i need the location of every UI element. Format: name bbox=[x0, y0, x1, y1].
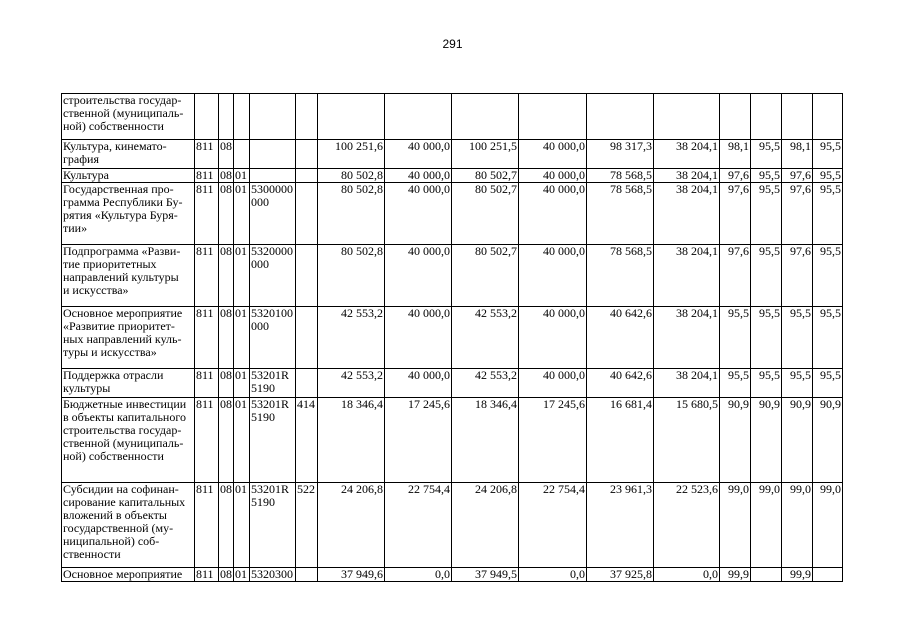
row-name-cell: Подпрограмма «Разви- тие приоритетных направлений культуры и искусства» bbox=[62, 245, 195, 307]
target-article-cell: 5320300 bbox=[250, 568, 296, 582]
value-cell bbox=[385, 94, 452, 140]
value-cell: 80 502,8 bbox=[318, 183, 385, 245]
value-cell: 100 251,5 bbox=[452, 140, 519, 169]
expense-type-cell bbox=[296, 369, 318, 398]
value-cell: 78 568,5 bbox=[587, 169, 654, 183]
value-cell: 37 949,6 bbox=[318, 568, 385, 582]
subsection-code-cell: 01 bbox=[234, 369, 250, 398]
percent-cell: 95,5 bbox=[751, 183, 782, 245]
percent-cell bbox=[751, 568, 782, 582]
subsection-code-cell: 01 bbox=[234, 568, 250, 582]
value-cell: 40 000,0 bbox=[385, 183, 452, 245]
value-cell bbox=[654, 94, 720, 140]
value-cell: 22 523,6 bbox=[654, 483, 720, 568]
value-cell bbox=[519, 94, 587, 140]
subsection-code-cell: 01 bbox=[234, 483, 250, 568]
value-cell: 38 204,1 bbox=[654, 140, 720, 169]
target-article-cell: 5320000 000 bbox=[250, 245, 296, 307]
value-cell: 40 000,0 bbox=[385, 245, 452, 307]
value-cell: 24 206,8 bbox=[452, 483, 519, 568]
value-cell: 15 680,5 bbox=[654, 398, 720, 483]
value-cell: 42 553,2 bbox=[318, 369, 385, 398]
subsection-code-cell: 01 bbox=[234, 183, 250, 245]
value-cell: 40 000,0 bbox=[519, 140, 587, 169]
target-article-cell bbox=[250, 140, 296, 169]
table-row bbox=[62, 140, 843, 169]
ministry-code-cell: 811 bbox=[195, 307, 219, 369]
table-row bbox=[62, 307, 843, 369]
target-article-cell bbox=[250, 169, 296, 183]
percent-cell: 99,0 bbox=[720, 483, 751, 568]
value-cell: 100 251,6 bbox=[318, 140, 385, 169]
percent-cell: 95,5 bbox=[813, 369, 843, 398]
section-code-cell: 08 bbox=[220, 567, 232, 581]
percent-cell: 90,9 bbox=[751, 398, 782, 483]
value-cell: 40 000,0 bbox=[519, 183, 587, 245]
subsection-code-cell: 01 bbox=[234, 169, 250, 183]
target-article-cell: 53201R 5190 bbox=[250, 369, 296, 398]
section-code-cell: 08 bbox=[219, 369, 234, 398]
table-row bbox=[62, 245, 843, 307]
value-cell: 17 245,6 bbox=[519, 398, 587, 483]
percent-cell bbox=[813, 94, 843, 140]
value-cell: 22 754,4 bbox=[385, 483, 452, 568]
percent-cell: 97,6 bbox=[720, 183, 751, 245]
percent-cell: 90,9 bbox=[720, 398, 751, 483]
percent-cell: 98,1 bbox=[782, 140, 813, 169]
percent-cell: 97,6 bbox=[782, 245, 813, 307]
percent-cell: 95,5 bbox=[813, 169, 843, 183]
value-cell: 40 000,0 bbox=[519, 307, 587, 369]
value-cell: 98 317,3 bbox=[587, 140, 654, 169]
percent-cell: 99,9 bbox=[720, 568, 751, 582]
section-code-cell: 08 bbox=[219, 307, 234, 369]
value-cell: 37 949,5 bbox=[452, 568, 519, 582]
percent-cell: 90,9 bbox=[813, 398, 843, 483]
table-row bbox=[62, 398, 843, 483]
subsection-code-cell bbox=[234, 140, 250, 169]
value-cell: 40 000,0 bbox=[519, 169, 587, 183]
percent-cell: 95,5 bbox=[751, 369, 782, 398]
percent-cell: 99,0 bbox=[782, 483, 813, 568]
table-body bbox=[62, 94, 843, 582]
section-code-cell bbox=[219, 94, 234, 140]
table-row bbox=[62, 169, 843, 183]
value-cell: 38 204,1 bbox=[654, 169, 720, 183]
value-cell: 42 553,2 bbox=[318, 307, 385, 369]
ministry-code-cell: 811 bbox=[195, 169, 219, 183]
row-name-cell: Основное мероприятие bbox=[62, 568, 195, 582]
percent-cell: 90,9 bbox=[782, 398, 813, 483]
value-cell: 38 204,1 bbox=[654, 307, 720, 369]
table-row bbox=[62, 94, 843, 140]
value-cell bbox=[452, 94, 519, 140]
row-name-cell: строительства государ- ственной (муниципаль- ной) собственности bbox=[62, 94, 195, 140]
expense-type-cell bbox=[296, 183, 318, 245]
percent-cell bbox=[813, 568, 843, 582]
value-cell: 42 553,2 bbox=[452, 307, 519, 369]
value-cell: 17 245,6 bbox=[385, 398, 452, 483]
percent-cell: 95,5 bbox=[751, 307, 782, 369]
row-name-cell: Поддержка отрасли культуры bbox=[62, 369, 195, 398]
value-cell: 78 568,5 bbox=[587, 183, 654, 245]
row-name-cell: Субсидии на софинан- сирование капитальных вложений в объекты государственной (му- ниципальной) соб- ственности bbox=[62, 483, 195, 568]
value-cell: 40 000,0 bbox=[519, 369, 587, 398]
page-number: 291 bbox=[442, 37, 463, 51]
percent-cell: 97,6 bbox=[782, 183, 813, 245]
section-code-cell: 08 bbox=[219, 183, 234, 245]
value-cell: 16 681,4 bbox=[587, 398, 654, 483]
value-cell: 78 568,5 bbox=[587, 245, 654, 307]
percent-cell: 95,5 bbox=[813, 307, 843, 369]
expense-type-cell bbox=[296, 94, 318, 140]
value-cell: 22 754,4 bbox=[519, 483, 587, 568]
percent-cell: 99,0 bbox=[813, 483, 843, 568]
percent-cell: 99,0 bbox=[751, 483, 782, 568]
percent-cell bbox=[720, 94, 751, 140]
value-cell: 38 204,1 bbox=[654, 369, 720, 398]
subsection-code-cell bbox=[234, 94, 250, 140]
percent-cell: 97,6 bbox=[720, 245, 751, 307]
row-name-cell: Основное мероприятие «Развитие приоритет- ных направлений куль- туры и искусства» bbox=[62, 307, 195, 369]
value-cell: 80 502,7 bbox=[452, 169, 519, 183]
row-name-cell: Бюджетные инвестиции в объекты капитального строительства государ- ственной (муниципаль- ной) собственности bbox=[62, 398, 195, 483]
value-cell: 38 204,1 bbox=[654, 245, 720, 307]
value-cell: 40 000,0 bbox=[385, 369, 452, 398]
value-cell: 80 502,8 bbox=[318, 245, 385, 307]
subsection-code-cell: 01 bbox=[234, 398, 250, 483]
section-code-cell: 08 bbox=[219, 140, 234, 169]
value-cell: 0,0 bbox=[519, 568, 587, 582]
section-code-cell: 08 bbox=[220, 168, 232, 182]
ministry-code-cell: 811 bbox=[195, 245, 219, 307]
percent-cell: 95,5 bbox=[751, 169, 782, 183]
ministry-code-cell: 811 bbox=[195, 183, 219, 245]
percent-cell: 95,5 bbox=[751, 245, 782, 307]
expense-type-cell bbox=[296, 169, 318, 183]
target-article-cell: 5320100 000 bbox=[250, 307, 296, 369]
percent-cell: 95,5 bbox=[813, 183, 843, 245]
value-cell: 80 502,7 bbox=[452, 245, 519, 307]
row-name-cell: Культура bbox=[62, 169, 195, 183]
budget-table bbox=[61, 93, 843, 582]
ministry-code-cell: 811 bbox=[195, 140, 219, 169]
percent-cell: 95,5 bbox=[720, 307, 751, 369]
expense-type-cell bbox=[296, 307, 318, 369]
ministry-code-cell bbox=[195, 94, 219, 140]
ministry-code-cell: 811 bbox=[195, 568, 219, 582]
percent-cell: 97,6 bbox=[720, 169, 751, 183]
row-name-cell: Культура, кинемато- графия bbox=[62, 140, 195, 169]
value-cell: 0,0 bbox=[654, 568, 720, 582]
percent-cell: 95,5 bbox=[813, 245, 843, 307]
ministry-code-cell: 811 bbox=[195, 398, 219, 483]
section-code-cell: 08 bbox=[219, 398, 234, 483]
table-row bbox=[62, 568, 843, 582]
table-row bbox=[62, 483, 843, 568]
ministry-code-cell: 811 bbox=[195, 369, 219, 398]
percent-cell: 99,9 bbox=[782, 568, 813, 582]
value-cell: 0,0 bbox=[385, 568, 452, 582]
value-cell: 38 204,1 bbox=[654, 183, 720, 245]
target-article-cell: 53201R 5190 bbox=[250, 483, 296, 568]
section-code-cell: 08 bbox=[219, 483, 234, 568]
percent-cell: 95,5 bbox=[782, 369, 813, 398]
percent-cell: 95,5 bbox=[782, 307, 813, 369]
section-code-cell: 08 bbox=[219, 245, 234, 307]
value-cell: 40 000,0 bbox=[385, 169, 452, 183]
target-article-cell bbox=[250, 94, 296, 140]
value-cell: 42 553,2 bbox=[452, 369, 519, 398]
table-row bbox=[62, 369, 843, 398]
value-cell: 40 642,6 bbox=[587, 369, 654, 398]
target-article-cell: 53201R 5190 bbox=[250, 398, 296, 483]
expense-type-cell: 414 bbox=[296, 398, 318, 483]
value-cell: 23 961,3 bbox=[587, 483, 654, 568]
percent-cell: 98,1 bbox=[720, 140, 751, 169]
expense-type-cell bbox=[296, 245, 318, 307]
value-cell: 40 000,0 bbox=[385, 140, 452, 169]
subsection-code-cell: 01 bbox=[234, 307, 250, 369]
percent-cell: 95,5 bbox=[720, 369, 751, 398]
ministry-code-cell: 811 bbox=[195, 483, 219, 568]
percent-cell: 95,5 bbox=[751, 140, 782, 169]
value-cell: 40 000,0 bbox=[385, 307, 452, 369]
expense-type-cell bbox=[296, 140, 318, 169]
row-name-cell: Государственная про- грамма Республики Бу- рятия «Культура Буря- тии» bbox=[62, 183, 195, 245]
percent-cell: 95,5 bbox=[813, 140, 843, 169]
percent-cell: 97,6 bbox=[782, 169, 813, 183]
value-cell: 37 925,8 bbox=[587, 568, 654, 582]
percent-cell bbox=[751, 94, 782, 140]
value-cell: 80 502,8 bbox=[318, 169, 385, 183]
value-cell: 18 346,4 bbox=[318, 398, 385, 483]
value-cell: 18 346,4 bbox=[452, 398, 519, 483]
target-article-cell: 5300000 000 bbox=[250, 183, 296, 245]
table-row bbox=[62, 183, 843, 245]
value-cell: 40 000,0 bbox=[519, 245, 587, 307]
expense-type-cell: 522 bbox=[296, 483, 318, 568]
value-cell bbox=[318, 94, 385, 140]
value-cell: 24 206,8 bbox=[318, 483, 385, 568]
value-cell: 80 502,7 bbox=[452, 183, 519, 245]
percent-cell bbox=[782, 94, 813, 140]
subsection-code-cell: 01 bbox=[234, 245, 250, 307]
value-cell bbox=[587, 94, 654, 140]
expense-type-cell bbox=[296, 568, 318, 582]
value-cell: 40 642,6 bbox=[587, 307, 654, 369]
